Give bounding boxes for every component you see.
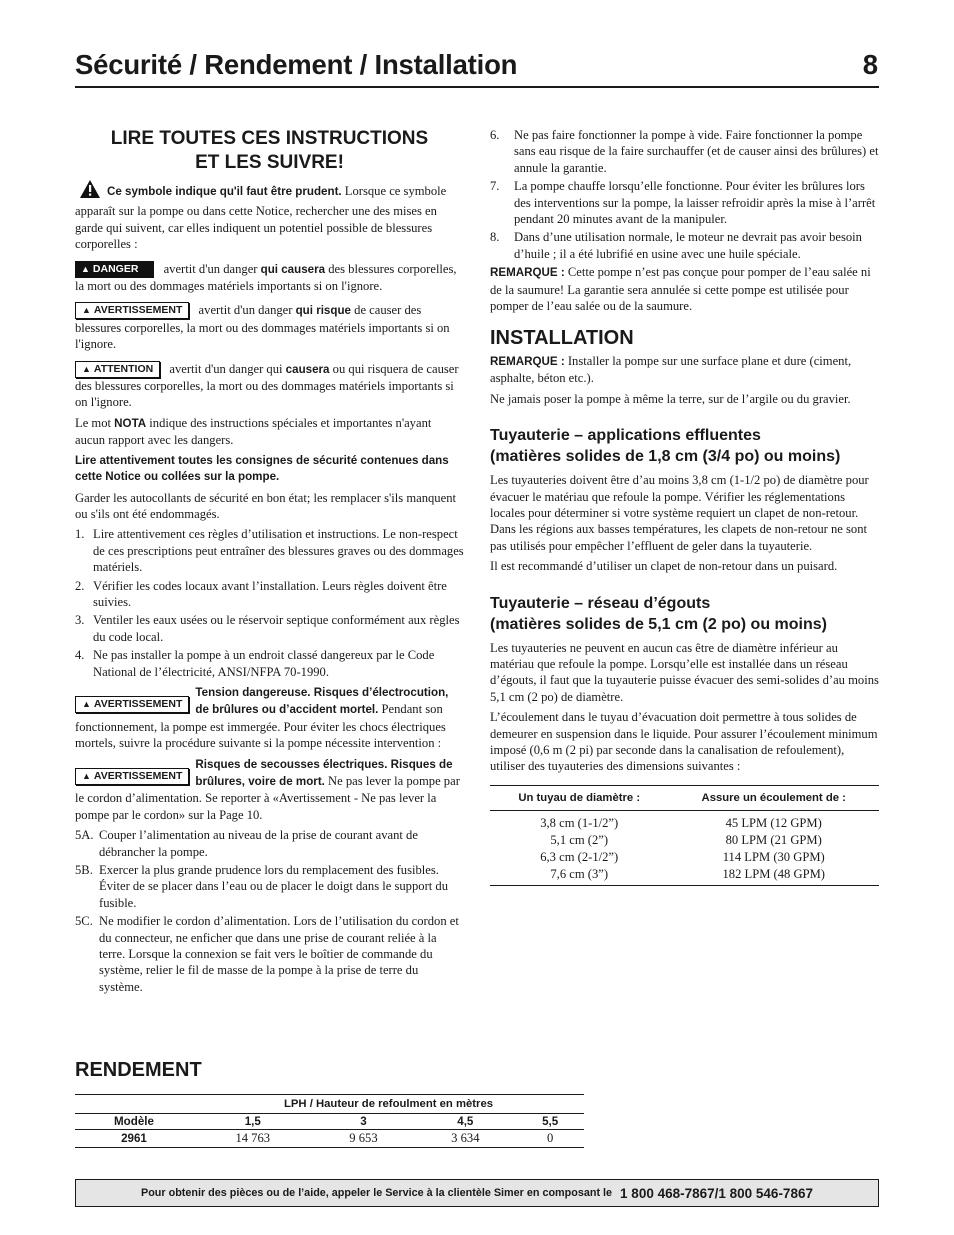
warning-triangle-icon: [79, 179, 101, 203]
list-item: 7. La pompe chauffe lorsqu’elle fonctionne. Pour éviter les brûlures lors des interventions sur la pompe, la laisser refroidir après la mise à l’arrêt pendant 20 minutes avant de la manipuler.: [490, 179, 876, 227]
list-item: 5A. Couper l’alimentation au niveau de la prise de courant avant de débrancher la pompe.: [75, 828, 418, 859]
table-header: 1,5: [193, 1114, 313, 1130]
attention-paragraph: ▲ ATTENTION avertit d'un danger qui causera ou qui risquera de causer des blessures corporelles, la mort ou des dommages matériels importants si on l'ignore.: [75, 361, 459, 410]
safety-heading: LIRE TOUTES CES INSTRUCTIONS ET LES SUIVRE!: [110, 128, 429, 173]
shock-warning-paragraph: ▲ AVERTISSEMENT Tension dangereuse. Risques d’électrocution, de brûlures ou d’accident mortel. Pendant son fonctionnement, la pompe est immergée. Pour éviter les chocs électriques mortels, suivre la procédure suivante si la pompe nécessite intervention :: [75, 685, 449, 751]
ground-paragraph: Ne jamais poser la pompe à même la terre, sur de l’argile ou du gravier.: [490, 391, 851, 406]
table-row: 6,3 cm (2-1/2”) 114 LPM (30 GPM): [540, 849, 825, 864]
right-column: [490, 127, 879, 886]
table-header: 3: [313, 1114, 415, 1130]
table-row: 2961 14 763 9 653 3 634 0: [75, 1130, 584, 1148]
table-row: 5,1 cm (2”) 80 LPM (21 GPM): [550, 832, 822, 847]
safety-symbol-paragraph: Ce symbole indique qu'il faut être prudent. Lorsque ce symbole apparaît sur la pompe ou dans cette Notice, rechercher une des mises en garde qui suivent, car elles indiquent un potentiel possible de blessures corporelles :: [75, 179, 464, 253]
page-title: Sécurité / Rendement / Installation: [75, 49, 518, 80]
effluent-heading: Tuyauterie – applications effluentes (matières solides de 1,8 cm (3/4 po) ou moins): [490, 427, 841, 466]
list-item: 3. Ventiler les eaux usées ou le réservoir septique conformément aux règles du code local.: [75, 613, 460, 644]
table-row: 3,8 cm (1-1/2”) 45 LPM (12 GPM): [540, 815, 822, 830]
list-item: 5C. Ne modifier le cordon d’alimentation. Lors de l’utilisation du cordon et du connecteur, ne enficher que dans une prise de courant reliée à la terre. Lorsque la connexion se fait vers le boîtier de commande du système, relier le fil de masse de la pompe à la prise de terre du système.: [75, 914, 459, 994]
avertissement-paragraph: ▲ AVERTISSEMENT avertit d'un danger qui risque de causer des blessures corporelles, la mort ou des dommages matériels importants si on l'ignore.: [75, 303, 450, 352]
avertissement-badge: ▲ AVERTISSEMENT: [75, 768, 189, 785]
list-item: 1. Lire attentivement ces règles d’utilisation et instructions. Le non-respect de ces prescriptions peut entraîner des blessures graves ou des dommages matériels.: [75, 527, 464, 575]
avertissement-badge: ▲ AVERTISSEMENT: [75, 696, 189, 713]
effluent-paragraph: Les tuyauteries doivent être d’au moins 3,8 cm (1-1/2 po) de diamètre pour évacuer le matériau que refoule la pompe. Vérifier les réglementations locales pour déterminer si votre système requiert un clapet de non-retour. Dans les régions aux basses températures, les clapets de non-retour ne sont pas utilisés pour empêcher l’effluent de geler dans la tuyauterie.: [490, 473, 869, 553]
table-caption: LPH / Hauteur de refoulment en mètres: [193, 1095, 584, 1114]
left-column: [75, 127, 464, 997]
cord-warning-paragraph: ▲ AVERTISSEMENT Risques de secousses électriques. Risques de brûlures, voire de mort. Ne pas lever la pompe par le cordon d’alimentation. Se reporter à «Avertissement - Ne pas lever la pompe par le cordon» sur la Page 10.: [75, 757, 460, 822]
read-instructions-bold: Lire attentivement toutes les consignes de sécurité contenues dans cette Notice ou collées sur la pompe.: [75, 453, 449, 484]
sewer-paragraph-2: L’écoulement dans le tuyau d’évacuation doit permettre à tous solides de demeurer en suspension dans le liquide. Pour assurer l’écoulement minimum imposé (0,6 m (2 pi) par seconde dans la canalisation de refoulement), utiliser des tuyauteries des dimensions suivantes :: [490, 710, 878, 774]
table-header: 5,5: [516, 1114, 584, 1130]
table-header-row: [75, 1114, 584, 1130]
footer-text: Pour obtenir des pièces ou de l’aide, appeler le Service à la clientèle Simer en composant le: [141, 1187, 613, 1199]
table-header-row: [490, 785, 879, 810]
effluent-paragraph-2: Il est recommandé d’utiliser un clapet de non-retour dans un puisard.: [490, 559, 838, 574]
performance-heading: RENDEMENT: [75, 1059, 202, 1081]
table-header: Modèle: [75, 1114, 193, 1130]
sub-list: [75, 827, 464, 995]
danger-paragraph: ▲ DANGER avertit d'un danger qui causera des blessures corporelles, la mort ou des dommages matériels importants si on l'ignore.: [75, 261, 457, 294]
safety-list-continued: [490, 127, 879, 262]
table-row: 7,6 cm (3”) 182 LPM (48 GPM): [490, 866, 879, 886]
footer-phone: 1 800 468-7867/1 800 546-7867: [620, 1185, 813, 1201]
avertissement-badge: ▲ AVERTISSEMENT: [75, 302, 189, 319]
saltwater-remark: REMARQUE : Cette pompe n’est pas conçue pour pomper de l’eau salée ni de la saumure! La garantie sera annulée si cette pompe est utilisée pour pomper de l’eau salée ou de la saumure.: [490, 265, 871, 314]
safety-list: [75, 526, 464, 680]
keep-stickers-paragraph: Garder les autocollants de sécurité en bon état; les remplacer s'ils manquent ou s'ils ont été endommagés.: [75, 490, 456, 521]
table-header: Un tuyau de diamètre :: [490, 785, 668, 810]
list-item: 8. Dans d’une utilisation normale, le moteur ne devrait pas avoir besoin d’huile ; il a été lubrifié en usine avec une huile spéciale.: [490, 230, 862, 261]
page-number: 8: [862, 49, 878, 80]
installation-heading: INSTALLATION: [490, 327, 634, 350]
title-rule: [75, 86, 879, 88]
sewer-heading: Tuyauterie – réseau d’égouts (matières solides de 5,1 cm (2 po) ou moins): [490, 594, 827, 633]
sewer-paragraph: Les tuyauteries ne peuvent en aucun cas être de diamètre inférieur au matériau que refoule la pompe. Lorsqu’elle est installée dans un réseau d’égouts, il faut que la tuyauterie puisse évacuer des semi-solides d’au moins 5,1 cm (2 po) de diamètre.: [490, 640, 879, 704]
danger-badge: ▲ DANGER: [75, 261, 154, 278]
flow-table: [490, 785, 879, 886]
footer-contact-box: [75, 1179, 879, 1207]
nota-paragraph: Le mot NOTA indique des instructions spéciales et importantes n'ayant aucun rapport avec les dangers.: [75, 415, 432, 448]
table-header: 4,5: [414, 1114, 516, 1130]
attention-badge: ▲ ATTENTION: [75, 361, 160, 378]
table-header: Assure un écoulement de :: [668, 785, 879, 810]
installation-remark: REMARQUE : Installer la pompe sur une surface plane et dure (ciment, asphalte, béton etc.).: [490, 353, 852, 386]
list-item: 5B. Exercer la plus grande prudence lors du remplacement des fusibles. Éviter de se placer dans l’eau ou de placer le doigt dans le support du fusible.: [75, 863, 449, 910]
list-item: 2. Vérifier les codes locaux avant l’installation. Leurs règles doivent être suivies.: [75, 578, 447, 609]
performance-table: [75, 1094, 584, 1148]
list-item: 6. Ne pas faire fonctionner la pompe à vide. Faire fonctionner la pompe sans eau risque de la faire surchauffer (et de causer ainsi des brûlures) et annule la garantie.: [490, 128, 879, 175]
list-item: 4. Ne pas installer la pompe à un endroit classé dangereux par le Code National de l’électricité, ANSI/NFPA 70-1990.: [75, 648, 435, 679]
